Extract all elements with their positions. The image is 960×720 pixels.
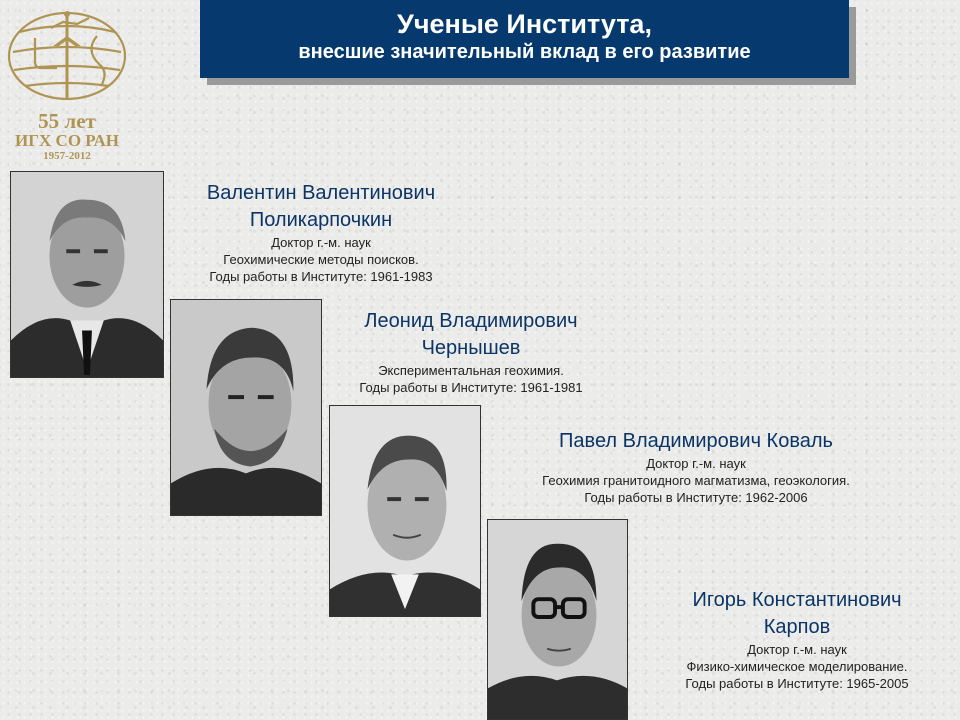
logo-anniversary: 55 лет: [38, 109, 96, 133]
scientist-surname: Поликарпочкин: [249, 209, 393, 231]
scientist-surname: Карпов: [763, 616, 831, 638]
page-title: Ученые Института,: [397, 9, 652, 39]
logo-period: 1957-2012: [43, 150, 91, 162]
scientist-field: Геохимия гранитоидного магматизма, геоэкология.: [542, 473, 850, 488]
globe-emblem-icon: [5, 6, 129, 104]
portrait-photo-3: [329, 405, 481, 617]
scientist-degree: Доктор г.-м. наук: [646, 456, 746, 471]
scientist-years: Годы работы в Институте: 1961-1981: [359, 380, 583, 395]
logo-org-name: ИГХ СО РАН: [14, 131, 120, 150]
scientist-years: Годы работы в Институте: 1965-2005: [685, 676, 909, 691]
scientist-years: Годы работы в Институте: 1962-2006: [584, 490, 808, 505]
scientist-field: Экспериментальная геохимия.: [378, 363, 564, 378]
scientist-field: Физико-химическое моделирование.: [686, 659, 908, 674]
scientist-name: Игорь Константинович: [692, 589, 902, 611]
scientist-degree: Доктор г.-м. наук: [747, 642, 847, 657]
scientist-surname: Чернышев: [421, 337, 521, 359]
scientist-years: Годы работы в Институте: 1961-1983: [209, 269, 433, 284]
scientist-card-4: [642, 587, 952, 692]
institute-logo: [4, 6, 130, 163]
scientist-name: Леонид Владимирович: [364, 310, 578, 332]
portrait-photo-2: [170, 299, 322, 516]
portrait-photo-4: [487, 519, 628, 720]
scientist-card-1: [166, 180, 476, 285]
scientist-card-3: [491, 428, 901, 506]
scientist-card-2: [321, 308, 621, 396]
scientist-name: Павел Владимирович Коваль: [559, 430, 833, 452]
scientist-field: Геохимические методы поисков.: [223, 252, 419, 267]
page-subtitle: внесшие значительный вклад в его развитие: [298, 41, 751, 63]
title-banner: [200, 0, 849, 78]
scientist-degree: Доктор г.-м. наук: [271, 235, 371, 250]
scientist-name: Валентин Валентинович: [206, 182, 436, 204]
portrait-photo-1: [10, 171, 164, 378]
